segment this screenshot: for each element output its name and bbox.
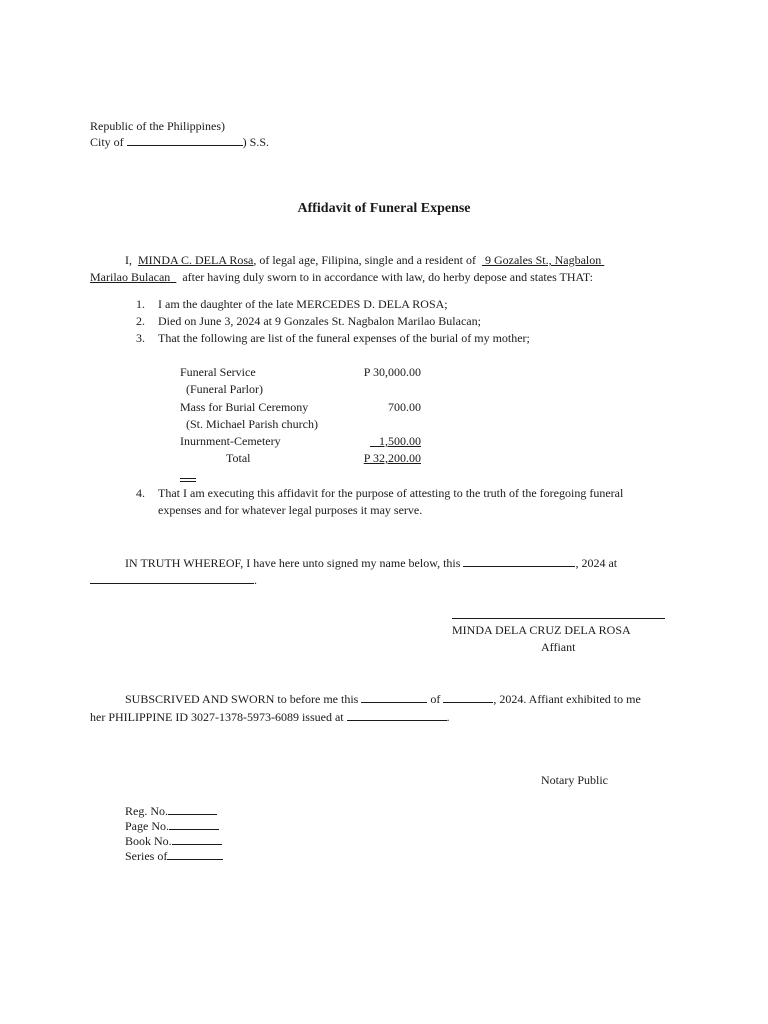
registry-page-no	[125, 818, 219, 834]
republic-text: Republic of the Philippines)	[90, 119, 225, 133]
registry-label: Book No.	[125, 834, 172, 848]
registry-blank	[168, 803, 217, 815]
address-part-2: Marilao Bulacan	[90, 270, 171, 284]
double-rule	[180, 478, 196, 479]
item-number: 2.	[136, 314, 145, 328]
truth-period: .	[254, 573, 257, 587]
total-label: Total	[226, 451, 251, 465]
item-number: 4.	[136, 486, 145, 500]
registry-reg-no	[125, 803, 217, 819]
expense-sublabel: (St. Michael Parish church)	[186, 417, 318, 431]
intro-after-address: after having duly sworn to in accordance with law, do herby depose and states THAT:	[182, 270, 593, 284]
expense-sublabel: (Funeral Parlor)	[186, 382, 263, 396]
registry-label: Page No.	[125, 819, 169, 833]
subtotal-amount: 1,500.00	[379, 434, 421, 448]
item-text: Died on June 3, 2024 at 9 Gonzales St. Nagbalon Marilao Bulacan;	[158, 314, 481, 328]
sworn-line-2	[90, 709, 450, 725]
document-title	[0, 201, 768, 216]
address-part-1: 9 Gozales St., Nagbalon	[484, 253, 602, 267]
expense-amount: P 30,000.00	[363, 365, 421, 379]
registry-blank	[172, 833, 222, 845]
total-amount-cell	[330, 451, 421, 466]
list-item	[136, 331, 530, 346]
truth-text: IN TRUTH WHEREOF, I have here unto signed my name below, this	[125, 556, 461, 570]
city-line	[90, 134, 269, 150]
sworn-line-1	[125, 691, 641, 707]
sworn-id-text: her PHILIPPINE ID 3027-1378-5973-6089 issued at	[90, 710, 344, 724]
intro-line-1	[125, 253, 604, 268]
registry-book-no	[125, 833, 222, 849]
intro-after-name: , of legal age, Filipina, single and a resident of	[253, 253, 476, 267]
expense-label: Mass for Burial Ceremony	[180, 400, 309, 414]
list-item	[136, 297, 448, 312]
double-rule	[180, 481, 196, 482]
item-text: I am the daughter of the late MERCEDES D. DELA ROSA;	[158, 297, 448, 311]
truth-line-2	[90, 572, 257, 588]
place-blank	[90, 572, 254, 584]
list-item-4	[136, 486, 623, 501]
item-number: 1.	[136, 297, 145, 311]
affiant-name: MINDA DELA CRUZ DELA ROSA	[452, 623, 631, 637]
sworn-text: SUBSCRIVED AND SWORN to before me this	[125, 692, 359, 706]
truth-line-1	[125, 555, 617, 571]
expense-amount	[330, 434, 421, 449]
registry-label: Reg. No.	[125, 804, 168, 818]
intro-prefix: I,	[125, 253, 132, 267]
sworn-period: .	[446, 710, 450, 724]
truth-year: , 2024 at	[575, 556, 618, 570]
issued-at-blank	[347, 709, 447, 721]
title-text: Affidavit of Funeral Expense	[297, 201, 471, 216]
list-item-4-cont: expenses and for whatever legal purposes it may serve.	[158, 503, 423, 517]
day-blank	[361, 691, 427, 703]
intro-line-2	[90, 270, 593, 285]
total-amount: P 32,200.00	[363, 451, 421, 465]
date-blank	[463, 555, 575, 567]
sworn-text-2: , 2024. Affiant exhibited to me	[493, 692, 641, 706]
registry-blank	[169, 818, 219, 830]
item-text: That I am executing this affidavit for the purpose of attesting to the truth of the foregoing funeral	[158, 486, 624, 500]
item-number: 3.	[136, 331, 145, 345]
ss-label: ) S.S.	[242, 135, 270, 149]
sworn-of: of	[430, 692, 441, 706]
city-label: City of	[90, 135, 124, 149]
city-blank	[127, 134, 243, 146]
month-blank	[443, 691, 493, 703]
republic-line	[90, 119, 225, 134]
registry-label: Series of	[125, 849, 168, 863]
registry-blank	[167, 848, 223, 860]
list-item	[136, 314, 481, 329]
notary-public-label: Notary Public	[541, 773, 608, 787]
expense-amount: 700.00	[388, 400, 421, 414]
signature-line	[452, 618, 665, 619]
item-text: That the following are list of the funeral expenses of the burial of my mother;	[158, 331, 530, 345]
expense-label: Funeral Service	[180, 365, 256, 379]
affiant-role: Affiant	[541, 640, 576, 654]
registry-series-of	[125, 848, 223, 864]
affiant-name-inline: MINDA C. DELA Rosa	[138, 253, 254, 267]
expense-label: Inurnment-Cemetery	[180, 434, 281, 448]
